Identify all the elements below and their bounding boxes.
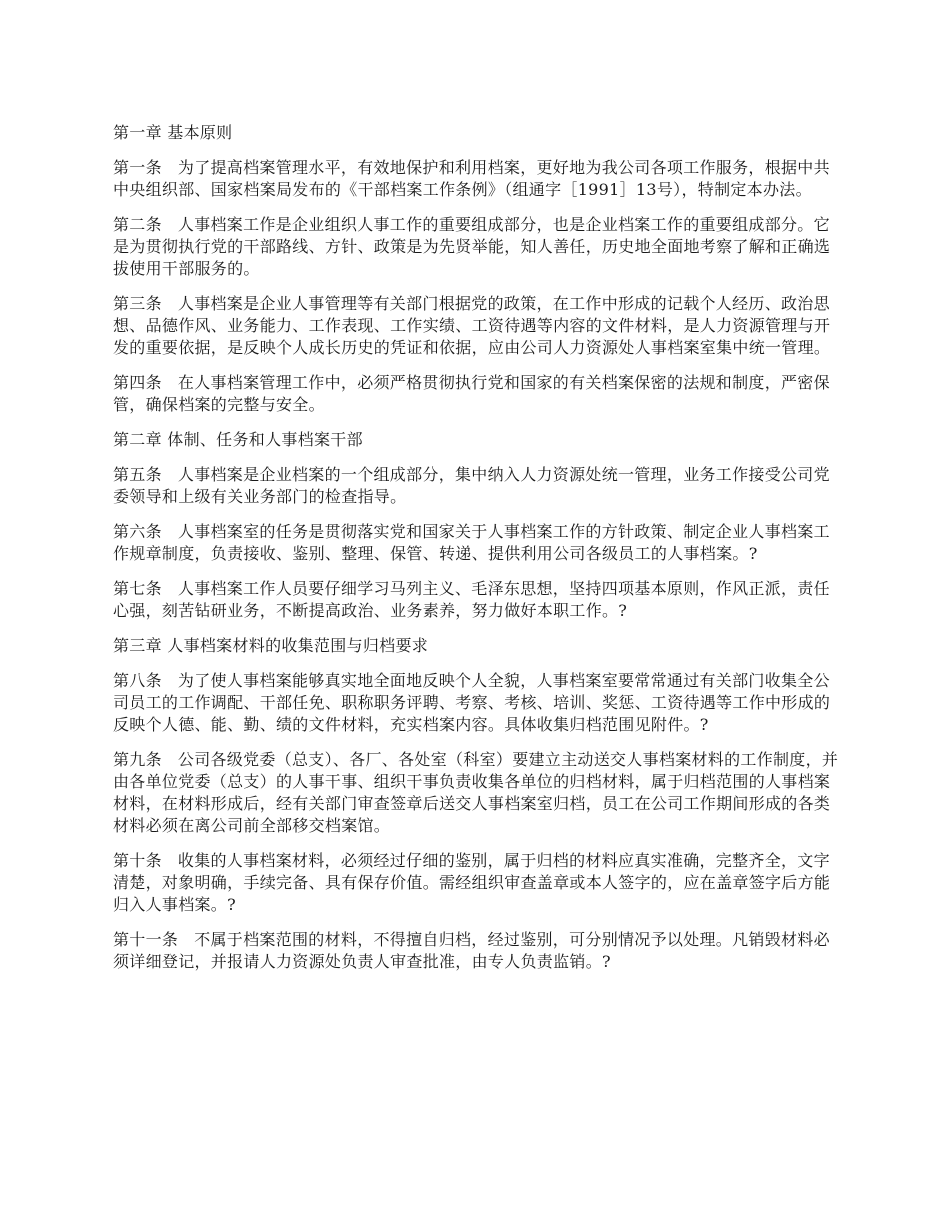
article-text: 不属于档案范围的材料，不得擅自归档，经过鉴别，可分别情况予以处理。凡销毁材料必须详细登记，并报请人力资源处负责人审查批准，由专人负责监销。?	[113, 930, 830, 971]
article-3	[113, 293, 843, 359]
article-number: 第二条	[113, 215, 162, 234]
article-text: 在人事档案管理工作中，必须严格贯彻执行党和国家的有关档案保密的法规和制度，严密保管，确保档案的完整与安全。	[113, 373, 830, 414]
chapter-heading-1: 第一章 基本原则	[113, 123, 233, 142]
article-number: 第八条	[113, 671, 162, 690]
chapter-heading-2: 第二章 体制、任务和人事档案干部	[113, 430, 363, 449]
article-text: 人事档案是企业人事管理等有关部门根据党的政策，在工作中形成的记载个人经历、政治思想、品德作风、业务能力、工作表现、工作实绩、工资待遇等内容的文件材料，是人力资源管理与开发的重要依据，是反映个人成长历史的凭证和依据，应由公司人力资源处人事档案室集中统一管理。	[113, 294, 831, 357]
article-text: 人事档案工作人员要仔细学习马列主义、毛泽东思想，坚持四项基本原则，作风正派，责任心强，刻苦钻研业务，不断提高政治、业务素养，努力做好本职工作。?	[113, 579, 830, 620]
article-text: 人事档案室的任务是贯彻落实党和国家关于人事档案工作的方针政策、制定企业人事档案工作规章制度，负责接收、鉴别、整理、保管、转递、提供利用公司各级员工的人事档案。?	[113, 522, 830, 563]
article-number: 第一条	[113, 158, 162, 177]
article-number: 第七条	[113, 579, 162, 598]
article-number: 第十条	[113, 851, 162, 870]
article-number: 第三条	[113, 294, 162, 313]
article-text: 为了使人事档案能够真实地全面地反映个人全貌，人事档案室要常常通过有关部门收集全公司员工的工作调配、干部任免、职称职务评聘、考察、考核、培训、奖惩、工资待遇等工作中形成的反映个人德、能、勤、绩的文件材料，充实档案内容。具体收集归档范围见附件。?	[113, 671, 831, 734]
article-text: 收集的人事档案材料，必须经过仔细的鉴别，属于归档的材料应真实准确，完整齐全，文字清楚，对象明确，手续完备、具有保存价值。需经组织审查盖章或本人签字的，应在盖章签字后方能归入人事档案。?	[113, 851, 831, 914]
document-body	[113, 122, 843, 986]
article-8	[113, 670, 843, 736]
article-number: 第六条	[113, 522, 162, 541]
article-number: 第九条	[113, 750, 162, 769]
article-text: 公司各级党委（总支）、各厂、各处室（科室）要建立主动送交人事档案材料的工作制度，并由各单位党委（总支）的人事干事、组织干事负责收集各单位的归档材料，属于归档范围的人事档案材料，在材料形成后，经有关部门审查签章后送交人事档案室归档，员工在公司工作期间形成的各类材料必须在离公司前全部移交档案馆。	[113, 750, 839, 835]
article-7	[113, 578, 843, 622]
article-number: 第五条	[113, 465, 162, 484]
article-4	[113, 372, 843, 416]
article-5	[113, 464, 843, 508]
article-text: 人事档案是企业档案的一个组成部分，集中纳入人力资源处统一管理，业务工作接受公司党委领导和上级有关业务部门的检查指导。	[113, 465, 830, 506]
article-2	[113, 214, 843, 280]
article-6	[113, 521, 843, 565]
article-number: 第四条	[113, 373, 162, 392]
article-10	[113, 850, 843, 916]
article-text: 人事档案工作是企业组织人事工作的重要组成部分，也是企业档案工作的重要组成部分。它是为贯彻执行党的干部路线、方针、政策是为先贤举能，知人善任，历史地全面地考察了解和正确选拔使用干部服务的。	[113, 215, 831, 278]
article-text: 为了提高档案管理水平，有效地保护和利用档案，更好地为我公司各项工作服务，根据中共中央组织部、国家档案局发布的《干部档案工作条例》（组通字［1991］13号），特制定本办法。	[113, 158, 830, 199]
article-1	[113, 157, 843, 201]
article-11	[113, 929, 843, 973]
article-9	[113, 749, 843, 837]
article-number: 第十一条	[113, 930, 179, 949]
chapter-heading-3: 第三章 人事档案材料的收集范围与归档要求	[113, 636, 429, 655]
